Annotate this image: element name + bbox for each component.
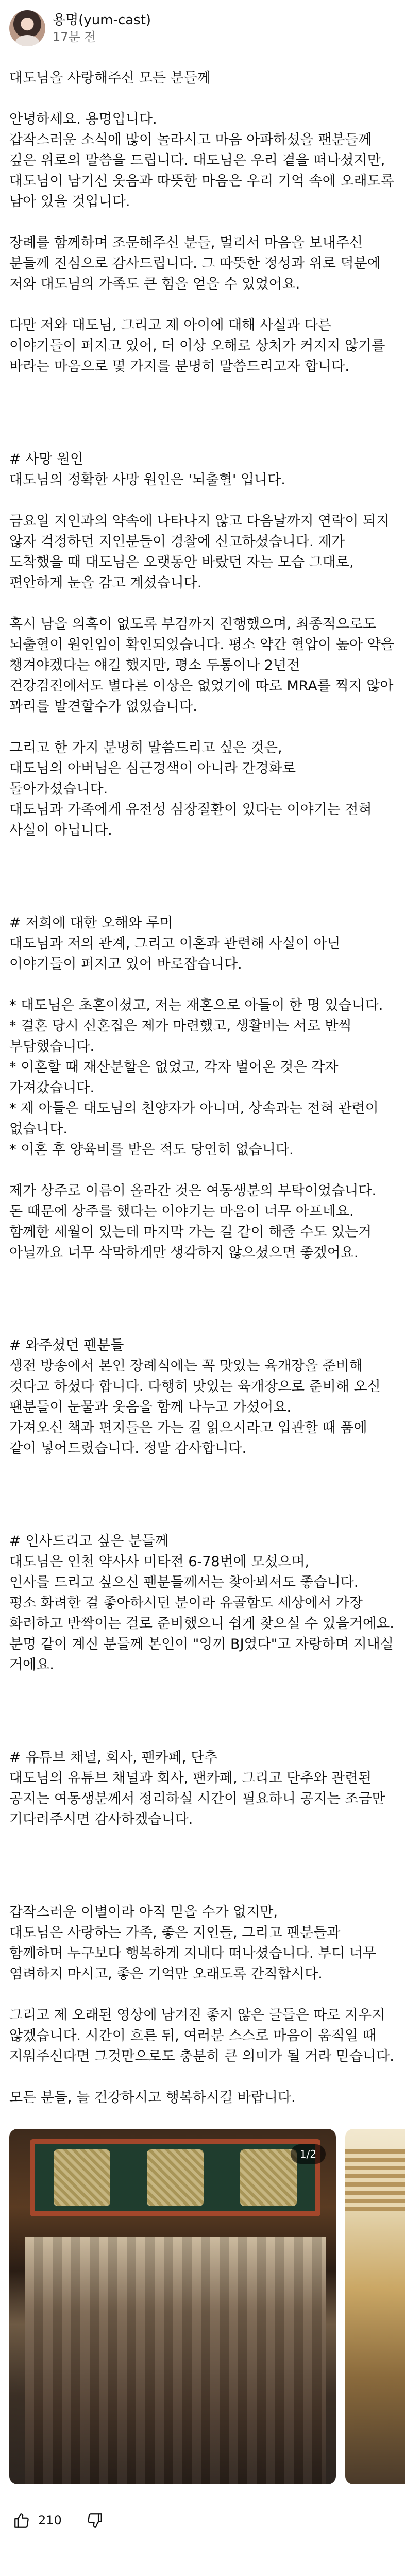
- signboard-character: [147, 2149, 204, 2206]
- post-image[interactable]: [9, 2129, 336, 2484]
- closing-paragraph: 모든 분들, 늘 건강하시고 행복하시길 바랍니다.: [9, 2090, 296, 2106]
- shop-front-image-detail: [25, 2237, 326, 2484]
- post-paragraph: 금요일 지인과의 약속에 나타나지 않고 다음날까지 연락이 되지 않자 걱정하던 지인분들이 경찰에 신고하셨습니다. 제가 도착했을 때 대도님은 오랫동안 바랐던 자는 모습 그대로, 편안하게 눈을 감고 계셨습니다.: [9, 513, 390, 591]
- post-paragraph: 혹시 남을 의혹이 없도록 부검까지 진행했으며, 최종적으로도 뇌출혈이 원인임이 확인되었습니다. 평소 약간 혈압이 높아 약을 챙겨야겠다는 얘길 했지만, 평소 두통이나 2년전 건강검진에서도 별다른 이상은 없었기에 따로 MRA를 찍지 않아 꽈리를 발견할수가 없었습니다.: [9, 616, 394, 715]
- post-paragraph: 장례를 함께하며 조문해주신 분들, 멀리서 마음을 보내주신 분들께 진심으로 감사드립니다. 그 따뜻한 정성과 위로 덕분에 저와 대도님의 가족도 큰 힘을 얻을 수 있었어요.: [9, 235, 381, 292]
- thumbs-down-icon: [86, 2512, 104, 2529]
- post-header: [0, 0, 405, 49]
- next-post-image[interactable]: [345, 2129, 405, 2484]
- like-button[interactable]: [9, 2508, 34, 2533]
- signboard-image-detail: [30, 2139, 320, 2216]
- signboard-character: [54, 2149, 110, 2206]
- image-carousel[interactable]: [9, 2129, 405, 2484]
- post-paragraph: 다만 저와 대도님, 그리고 제 아이에 대해 사실과 다른 이야기들이 퍼지고 있어, 더 이상 오해로 상처가 커지지 않기를 바라는 마음으로 몇 가지를 분명히 말씀드리고자 합니다.: [9, 317, 385, 375]
- post-time: 17분 전: [53, 30, 96, 44]
- carousel-page-indicator: 1/2: [291, 2144, 326, 2164]
- section-heading-fans: # 와주셨던 팬분들 생전 방송에서 본인 장례식에는 꼭 맛있는 육개장을 준비해 것다고 하셨다 합니다. 다행히 맛있는 육개장으로 준비해 오신 팬분들이 눈물과 웃음을 함께 나누고 가셨어요. 가져오신 책과 편지들은 가는 길 읽으시라고 입관할 때 품에 같이 넣어드렸습니다. 정말 감사합니다.: [9, 1337, 381, 1456]
- channel-name[interactable]: 용명(yum-cast): [53, 12, 151, 28]
- post-body: [0, 49, 405, 2108]
- section-heading-rumors: # 저희에 대한 오해와 루머 대도님과 저의 관계, 그리고 이혼과 관련해 사실이 아닌 이야기들이 퍼지고 있어 바로잡습니다.: [9, 915, 341, 972]
- channel-avatar[interactable]: [9, 10, 45, 46]
- post-actions: [0, 2495, 405, 2546]
- post-paragraph: * 대도님은 초혼이셨고, 저는 재혼으로 아들이 한 명 있습니다. * 결혼 당시 신혼집은 제가 마련했고, 생활비는 서로 반씩 부담했습니다. * 이혼할 때 재산분할은 없었고, 각자 벌어온 것은 각자 가져갔습니다. * 제 아들은 대도님의 친양자가 아니며, 상속과는 전혀 관련이 없습니다. * 이혼 후 양육비를 받은 적도 당연히 없습니다.: [9, 997, 383, 1158]
- dislike-button[interactable]: [82, 2508, 107, 2533]
- thumbs-up-icon: [13, 2512, 30, 2529]
- post-paragraph: 갑작스러운 이별이라 아직 믿을 수가 없지만, 대도님은 사랑하는 가족, 좋은 지인들, 그리고 팬분들과 함께하며 누구보다 행복하게 지내다 떠나셨습니다. 부디 너무 염려하지 마시고, 좋은 기억만 오래도록 간직합시다.: [9, 1904, 377, 1982]
- signboard-character: [240, 2149, 297, 2206]
- section-heading-youtube: # 유튜브 채널, 회사, 팬카페, 단추 대도님의 유튜브 채널과 회사, 팬카페, 그리고 단추와 관련된 공지는 여동생분께서 정리하실 시간이 필요하니 공지는 조금만 기다려주시면 감사하겠습니다.: [9, 1750, 385, 1827]
- like-count: 210: [38, 2513, 62, 2528]
- section-heading-cause: # 사망 원인 대도님의 정확한 사망 원인은 '뇌출혈' 입니다.: [9, 451, 285, 488]
- post-paragraph: 그리고 제 오래된 영상에 남겨진 좋지 않은 글들은 따로 지우지 않겠습니다. 시간이 흐른 뒤, 여러분 스스로 마음이 움직일 때 지워주신다면 그것만으로도 충분히 큰 의미가 될 거라 믿습니다.: [9, 2007, 394, 2064]
- section-heading-visit: # 인사드리고 싶은 분들께 대도님은 인천 약사사 미타전 6-78번에 모셨으며, 인사를 드리고 싶으신 팬분들께서는 찾아뵈셔도 좋습니다. 평소 화려한 걸 좋아하시던 분이라 유골함도 세상에서 가장 화려하고 반짝이는 걸로 준비했으니 쉽게 찾으실 수 있을거에요. 분명 같이 계신 분들께 본인이 "잉끼 BJ였다"고 자랑하며 지내실 거에요.: [9, 1533, 394, 1673]
- post-paragraph: 대도님을 사랑해주신 모든 분들께: [9, 70, 211, 86]
- post-paragraph: 제가 상주로 이름이 올라간 것은 여동생분의 부탁이었습니다. 돈 때문에 상주를 했다는 이야기는 마음이 너무 아프네요. 함께한 세월이 있는데 마지막 가는 길 같이 해줄 수도 있는거 아닐까요 너무 삭막하게만 생각하지 않으셨으면 좋겠어요.: [9, 1183, 377, 1261]
- post-meta: [53, 11, 151, 45]
- post-paragraph: 안녕하세요. 용명입니다. 갑작스러운 소식에 많이 놀라시고 마음 아파하셨을 팬분들께 깊은 위로의 말씀을 드립니다. 대도님은 우리 곁을 떠나셨지만, 대도님이 남기신 웃음과 따뜻한 마음은 우리 기억 속에 오래도록 남아 있을 것입니다.: [9, 111, 394, 210]
- post-paragraph: 그리고 한 가지 분명히 말씀드리고 싶은 것은, 대도님의 아버님은 심근경색이 아니라 간경화로 돌아가셨습니다. 대도님과 가족에게 유전성 심장질환이 있다는 이야기는 전혀 사실이 아닙니다.: [9, 740, 372, 838]
